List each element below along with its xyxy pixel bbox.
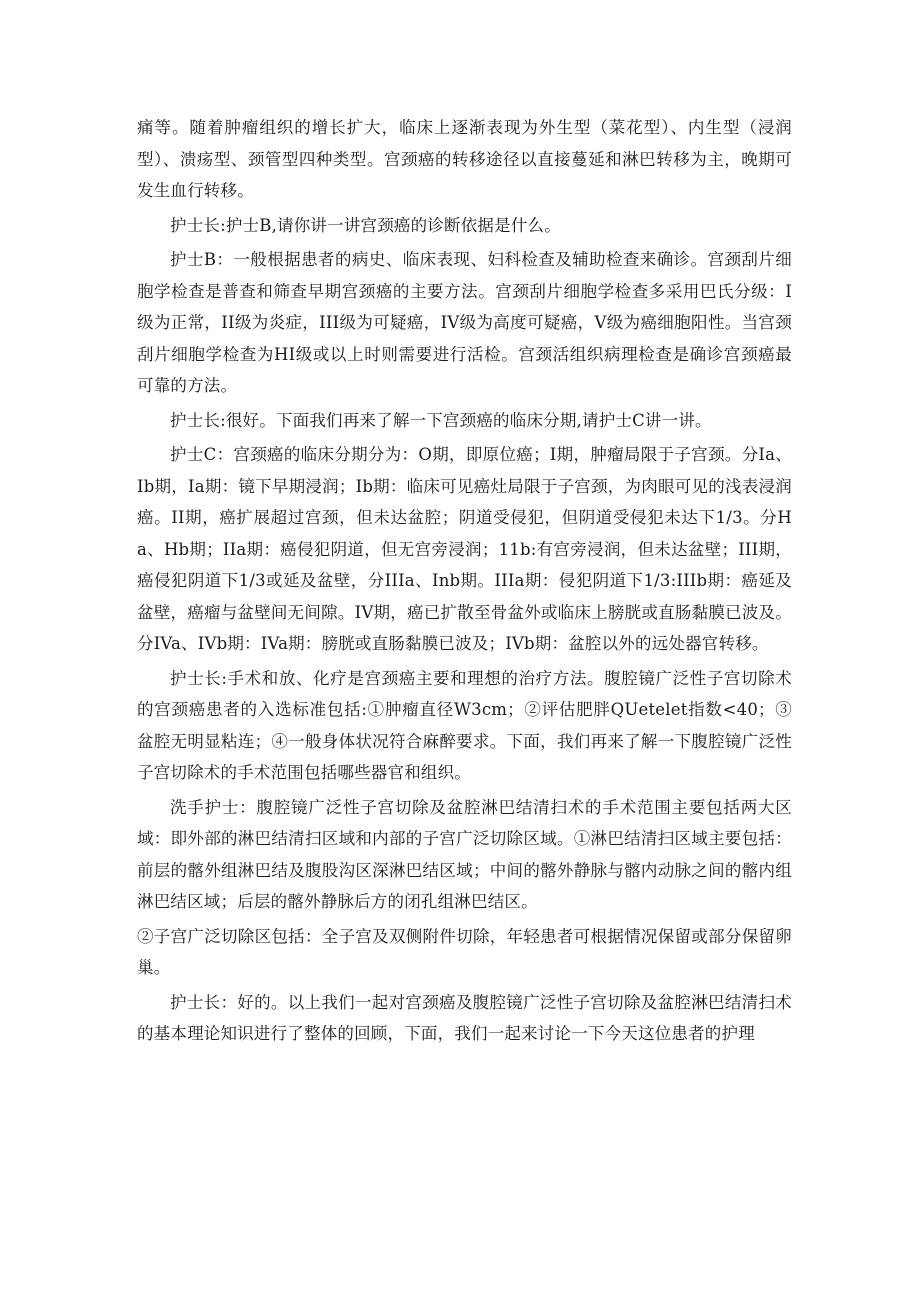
- paragraph-head-nurse-question-staging: 护士长:很好。下面我们再来了解一下宫颈癌的临床分期,请护士C讲一讲。: [170, 410, 712, 430]
- paragraph-head-nurse-treatment: 护士长:手术和放、化疗是宫颈癌主要和理想的治疗方法。腹腔镜广泛性子宫切除术的宫颈癌患者的入选标准包括:①肿瘤直径W3cm；②评估肥胖QUetelet指数<40；③盆腔无明显粘连；④一般身体状况符合麻醉要求。下面，我们再来了解一下腹腔镜广泛性子宫切除术的手术范围包括哪些器官和组织。: [137, 668, 792, 782]
- paragraph-scrub-nurse-surgical-scope: 洗手护士：腹腔镜广泛性子宫切除及盆腔淋巴结清扫术的手术范围主要包括两大区域：即外部的淋巴结清扫区域和内部的子宫广泛切除区域。①淋巴结清扫区域主要包括：前层的髂外组淋巴结及腹股沟区深淋巴结区域；中间的髂外静脉与髂内动脉之间的髂内组淋巴结区域；后层的髂外静脉后方的闭孔组淋巴结区。: [137, 797, 792, 911]
- paragraph-head-nurse-question-diagnosis: 护士长:护士B,请你讲一讲宫颈癌的诊断依据是什么。: [170, 215, 561, 235]
- paragraph-nurse-c-staging: 护士C：宫颈癌的临床分期分为：O期，即原位癌；I期，肿瘤局限于子宫颈。分Ia、Ib期，Ia期：镜下早期浸润；Ib期：临床可见癌灶局限于子宫颈，为肉眼可见的浅表浸润癌。II期，癌扩展超过宫颈，但未达盆腔；阴道受侵犯，但阴道受侵犯未达下1/3。分Ha、Hb期；IIa期：癌侵犯阴道，但无宫旁浸润；11b:有宫旁浸润，但未达盆壁；III期，癌侵犯阴道下1/3或延及盆壁，分IIIa、Inb期。IIIa期：侵犯阴道下1/3:IIIb期：癌延及盆壁，癌瘤与盆壁间无间隙。IV期，癌已扩散至骨盆外或临床上膀胱或直肠黏膜已波及。分IVa、IVb期：IVa期：膀胱或直肠黏膜已波及；IVb期：盆腔以外的远处器官转移。: [137, 445, 792, 653]
- paragraph-nurse-b-diagnosis: 护士B：一般根据患者的病史、临床表现、妇科检查及辅助检查来确诊。宫颈刮片细胞学检查是普查和筛查早期宫颈癌的主要方法。宫颈刮片细胞学检查多采用巴氏分级：I级为正常，II级为炎症，III级为可疑癌，IV级为高度可疑癌，V级为癌细胞阳性。当宫颈刮片细胞学检查为HI级或以上时则需要进行活检。宫颈活组织病理检查是确诊宫颈癌最可靠的方法。: [137, 250, 792, 395]
- paragraph-continuation: 痛等。随着肿瘤组织的增长扩大，临床上逐渐表现为外生型（菜花型）、内生型（浸润型）、溃疡型、颈管型四种类型。宫颈癌的转移途径以直接蔓延和淋巴转移为主，晚期可发生血行转移。: [137, 118, 792, 200]
- document-body: [137, 112, 792, 1053]
- paragraph-uterus-resection-scope: ②子宫广泛切除区包括：全子宫及双侧附件切除，年轻患者可根据情况保留或部分保留卵巢。: [137, 926, 792, 977]
- paragraph-head-nurse-summary: 护士长：好的。以上我们一起对宫颈癌及腹腔镜广泛性子宫切除及盆腔淋巴结清扫术的基本理论知识进行了整体的回顾，下面，我们一起来讨论一下今天这位患者的护理: [137, 992, 792, 1043]
